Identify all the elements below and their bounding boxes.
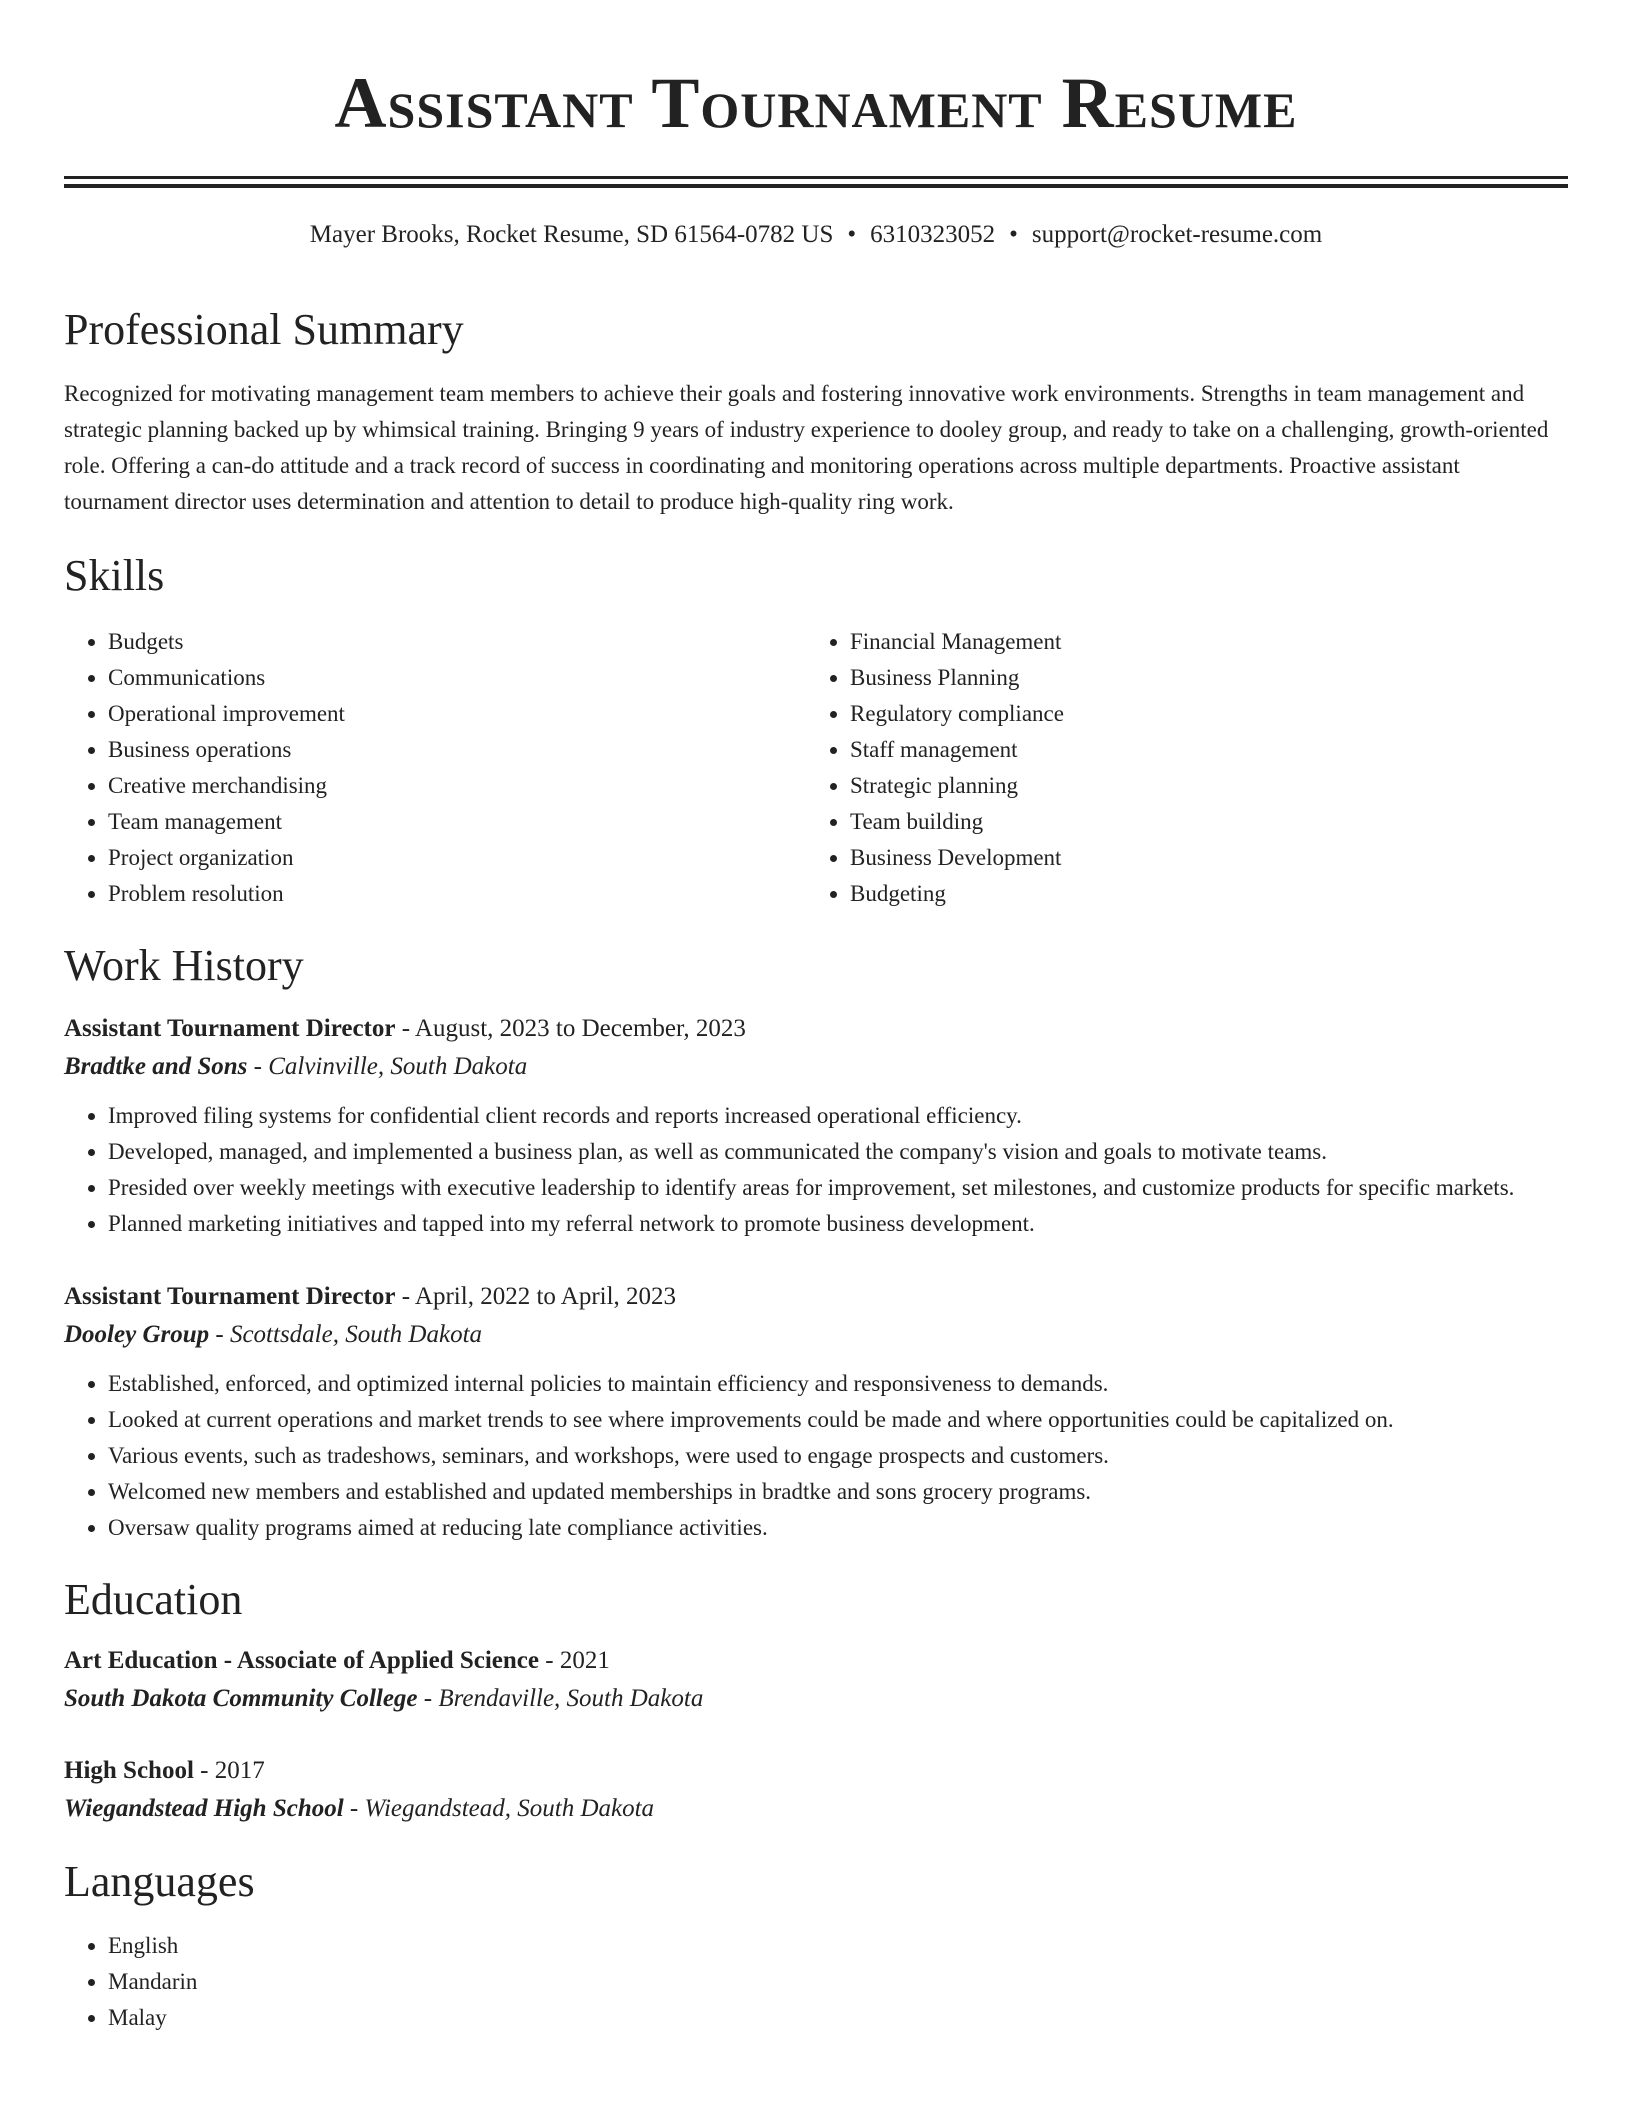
list-item: • Team building [850,804,1548,840]
skills-columns [64,624,1568,912]
list-item: • Regulatory compliance [850,696,1548,732]
job-title-line [64,1010,1568,1048]
degree-name: High School [64,1757,194,1784]
company-name: Bradtke and Sons [64,1053,248,1080]
summary-section [64,302,1568,520]
skills-heading: Skills [64,551,165,600]
list-item: • Communications [108,660,806,696]
list-item: • Presided over weekly meetings with executive leadership to identify areas for improvement, set milestones, and customize products for specific markets. [108,1170,1568,1206]
list-item: • Budgets [108,624,806,660]
list-item: • Business operations [108,732,806,768]
education-section [64,1572,1568,1828]
degree-year: - 2021 [539,1647,610,1674]
list-item: • Planned marketing initiatives and tapped into my referral network to promote business development. [108,1206,1568,1242]
list-item: • Improved filing systems for confidential client records and reports increased operational efficiency. [108,1098,1568,1134]
school-location: - Brendaville, South Dakota [417,1685,704,1712]
list-item: • Looked at current operations and market trends to see where improvements could be made and where opportunities could be capitalized on. [108,1402,1568,1438]
contact-address: Mayer Brooks, Rocket Resume, SD 61564-0782 US [309,221,834,248]
list-item: • Welcomed new members and established and updated memberships in bradtke and sons grocery programs. [108,1474,1568,1510]
list-item: • English [108,1928,1568,1964]
school-name: Wiegandstead High School [64,1795,344,1822]
school-line [64,1790,1568,1828]
school-name: South Dakota Community College [64,1685,418,1712]
degree-line [64,1642,1568,1680]
title-divider [64,176,1568,188]
languages-section [64,1854,1568,2036]
skills-column-right [806,624,1548,912]
list-item: • Oversaw quality programs aimed at reducing late compliance activities. [108,1510,1568,1546]
list-item: • Problem resolution [108,876,806,912]
list-item: • Mandarin [108,1964,1568,2000]
list-item: • Financial Management [850,624,1548,660]
job-entry [64,1010,1568,1242]
list-item: • Staff management [850,732,1548,768]
list-item: • Malay [108,2000,1568,2036]
work-history-section [64,938,1568,1546]
school-location: - Wiegandstead, South Dakota [343,1795,655,1822]
company-line [64,1048,1568,1086]
company-name: Dooley Group [64,1321,210,1348]
contact-separator: • [1009,221,1018,248]
education-heading: Education [64,1575,243,1624]
degree-year: - 2017 [193,1757,265,1784]
list-item: • Team management [108,804,806,840]
list-item: • Developed, managed, and implemented a business plan, as well as communicated the company's vision and goals to motivate teams. [108,1134,1568,1170]
contact-email: support@rocket-resume.com [1031,221,1323,248]
company-location: - Scottsdale, South Dakota [209,1321,483,1348]
job-entry [64,1278,1568,1546]
education-entry [64,1752,1568,1828]
list-item: • Business Development [850,840,1548,876]
list-item: • Established, enforced, and optimized internal policies to maintain efficiency and responsiveness to demands. [108,1366,1568,1402]
skills-column-left [64,624,806,912]
list-item: • Project organization [108,840,806,876]
contact-phone: 6310323052 [870,221,996,248]
degree-line [64,1752,1568,1790]
summary-text: Recognized for motivating management team members to achieve their goals and fostering innovative work environments. Strengths in team management and strategic planning backed up by whimsical training. Bringing 9 years of industry experience to dooley group, and ready to take on a challenging, growth-oriented role. Offering a can-do attitude and a track record of success in coordinating and monitoring operations across multiple departments. Proactive assistant tournament director uses determination and attention to detail to produce high-quality ring work. [64,381,1549,514]
languages-heading: Languages [64,1857,255,1906]
list-item: • Budgeting [850,876,1548,912]
degree-name: Art Education - Associate of Applied Science [64,1647,539,1674]
page-title: Assistant Tournament Resume [334,63,1298,143]
job-dates: - April, 2022 to April, 2023 [395,1283,677,1310]
school-line [64,1680,1568,1718]
job-title: Assistant Tournament Director [64,1015,396,1042]
list-item: • Creative merchandising [108,768,806,804]
work-history-heading: Work History [64,941,304,990]
job-dates: - August, 2023 to December, 2023 [395,1015,746,1042]
job-title-line [64,1278,1568,1316]
list-item: • Business Planning [850,660,1548,696]
company-location: - Calvinville, South Dakota [247,1053,528,1080]
contact-separator: • [847,221,857,248]
list-item: • Strategic planning [850,768,1548,804]
summary-heading: Professional Summary [64,305,464,354]
contact-line [64,218,1568,252]
list-item: • Operational improvement [108,696,806,732]
education-entry [64,1642,1568,1718]
job-title: Assistant Tournament Director [64,1283,396,1310]
company-line [64,1316,1568,1354]
list-item: • Various events, such as tradeshows, seminars, and workshops, were used to engage prospects and customers. [108,1438,1568,1474]
skills-section [64,548,1568,912]
